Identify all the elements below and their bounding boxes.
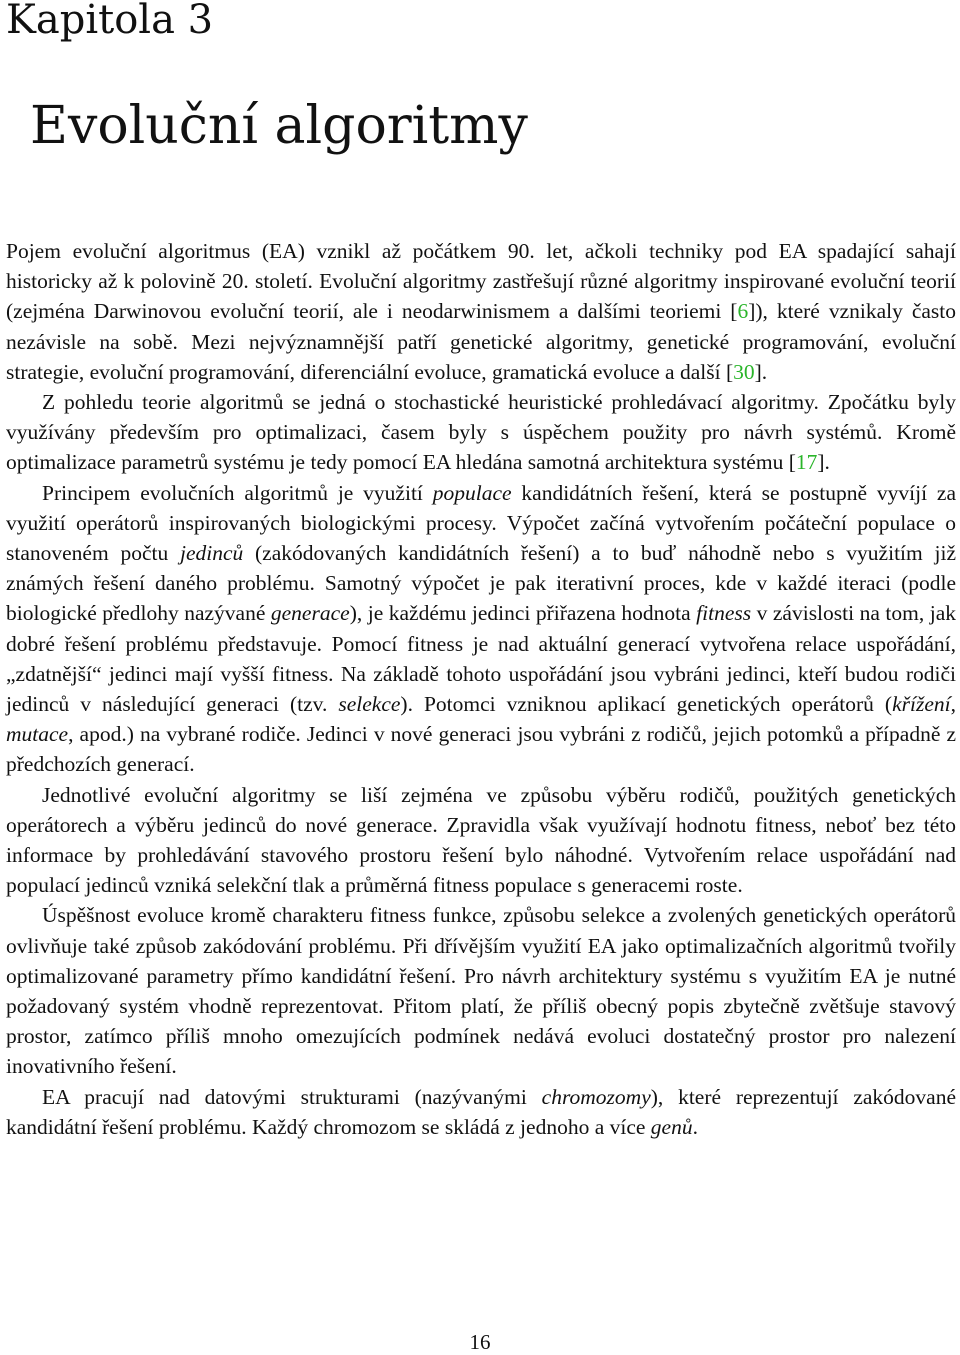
text-span: ]. [817, 450, 830, 475]
paragraph-4: Jednotlivé evoluční algoritmy se liší zejména ve způsobu výběru rodičů, použitých genetických operátorech a výběru jedinců do nové generace. Zpravidla však využívají hodnotu fitness, neboť bez této informace by prohledávání stavového prostoru řešení bylo náhodné. Vytvořením relace uspořádání nad populací jedinců vzniká selekční tlak a průměrná fitness populace s generacemi roste. [6, 782, 956, 898]
text-span: , [950, 692, 956, 717]
text-span: EA pracují nad datovými strukturami (nazývanými [42, 1084, 542, 1109]
text-span: ]), které vznikaly často nezávisle na sobě. Mezi nejvýznamnější patří genetické algoritmy, genetické programování, evoluční strategie, evoluční programování, diferenciální evoluce, gramatická evoluce a další [ [6, 299, 956, 384]
emphasis: jedinců [179, 541, 244, 566]
chapter-label: Kapitola 3 [6, 0, 214, 43]
paragraph-1 [6, 236, 956, 387]
chapter-title: Evoluční algoritmy [30, 96, 528, 156]
emphasis: mutace [6, 722, 69, 747]
text-span: Pojem evoluční algoritmus (EA) vznikl až počátkem 90. let, ačkoli techniky pod EA spadající sahají historicky až k polovině 20. století. Evoluční algoritmy zastřešují různé algoritmy inspirované evoluční teorií (zejména Darwinovou evoluční teorií, ale i neodarwinismem a dalšími teoriemi [ [6, 239, 956, 324]
citation-link[interactable]: 17 [795, 450, 818, 475]
text-span: , apod.) na vybrané rodiče. Jedinci v nové generaci jsou vybráni z rodičů, jejich potomků a případně z předchozích generací. [6, 722, 956, 777]
emphasis: generace [270, 601, 350, 626]
emphasis: populace [432, 480, 512, 505]
emphasis: fitness [696, 601, 752, 626]
text-span: . [692, 1114, 698, 1139]
paragraph-6 [6, 1082, 956, 1142]
text-span: (zakódovaných kandidátních řešení) a to buď náhodně nebo s využitím již známých řešení daného problému. Samotný výpočet je pak iterativní proces, kde v každé iteraci (podle biologické předlohy nazývané [6, 541, 956, 626]
emphasis: křížení [892, 692, 951, 717]
text-span: Z pohledu teorie algoritmů se jedná o stochastické heuristické prohledávací algoritmy. Zpočátku byly využívány především pro optimalizaci, časem byly s úspěchem použity pro návrh systémů. Kromě optimalizace parametrů systému je tedy pomocí EA hledána samotná architektura systému [ [6, 390, 956, 475]
citation-link[interactable]: 6 [737, 299, 749, 324]
text-span: ]. [754, 359, 768, 384]
text-span: ), je každému jedinci přiřazena hodnota [349, 601, 697, 626]
emphasis: chromozomy [541, 1084, 651, 1109]
text-span: Principem evolučních algoritmů je využití [42, 480, 433, 505]
paragraph-5: Úspěšnost evoluce kromě charakteru fitness funkce, způsobu selekce a zvolených genetických operátorů ovlivňuje také způsob zakódování problému. Při dřívějším využití EA jako optimalizačních algoritmů tvořily optimalizované parametry přímo kandidátní řešení. Pro návrh architektury systému s využitím EA je nutné požadovaný systém vhodně reprezentovat. Přitom platí, že příliš obecný popis zbytečně zvětšuje stavový prostor, zatímco příliš mnoho omezujících podmínek nedává evoluci dostatečný prostor pro nalezení inovativního řešení. [6, 903, 956, 1079]
emphasis: genů [650, 1114, 693, 1139]
text-span: ), které reprezentují zakódované kandidátní řešení problému. Každý chromozom se skládá z jednoho a více [6, 1084, 957, 1139]
emphasis: selekce [338, 692, 401, 717]
text-span: kandidátních řešení, která se postupně vyvíjí za využití operátorů inspirovaných biologickými procesy. Výpočet začíná vytvořením počáteční populace o stanoveném počtu [6, 480, 956, 566]
text-span: v závislosti na tom, jak dobré řešení problému představuje. Pomocí fitness je nad aktuální generací vytvořena relace uspořádání, „zdatnější“ jedinci mají vyšší fitness. Na základě tohoto uspořádání jsou vybráni jedinci, kteří budou rodiči jedinců v následující generaci (tzv. [6, 601, 957, 717]
page-number: 16 [469, 1330, 491, 1354]
citation-link[interactable]: 30 [733, 359, 755, 384]
text-span: ). Potomci vzniknou aplikací genetických operátorů ( [400, 692, 893, 717]
paragraph-3 [6, 478, 956, 780]
body-text [6, 236, 956, 1142]
paragraph-2 [6, 387, 956, 478]
